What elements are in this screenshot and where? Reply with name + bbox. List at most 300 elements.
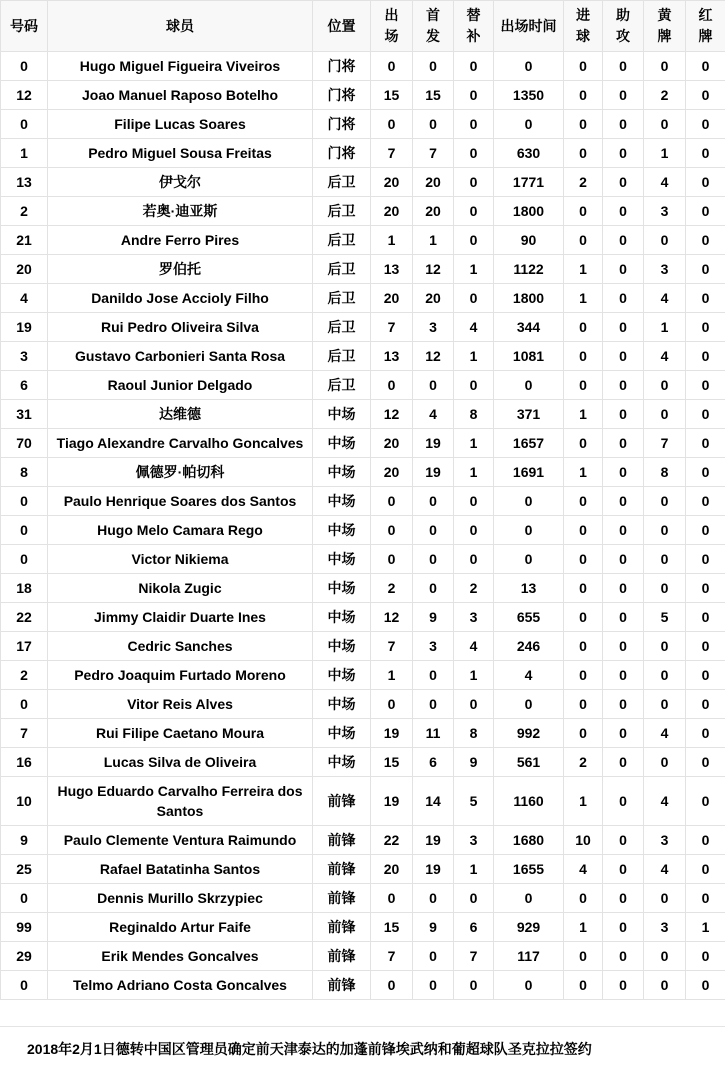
cell-assists: 0 xyxy=(603,516,644,545)
cell-minutes: 0 xyxy=(494,516,564,545)
cell-assists: 0 xyxy=(603,284,644,313)
table-row xyxy=(1,458,725,487)
cell-position: 前锋 xyxy=(313,855,371,884)
cell-number: 18 xyxy=(1,574,48,603)
cell-appearances: 20 xyxy=(371,429,413,458)
cell-yellow-cards: 4 xyxy=(644,855,686,884)
cell-starts: 4 xyxy=(413,400,454,429)
cell-starts: 0 xyxy=(413,661,454,690)
cell-number: 25 xyxy=(1,855,48,884)
table-row xyxy=(1,313,725,342)
cell-starts: 20 xyxy=(413,168,454,197)
cell-appearances: 1 xyxy=(371,226,413,255)
cell-red-cards: 0 xyxy=(686,342,725,371)
cell-yellow-cards: 0 xyxy=(644,516,686,545)
cell-substitute: 0 xyxy=(454,81,494,110)
cell-number: 13 xyxy=(1,168,48,197)
cell-player: 若奥·迪亚斯 xyxy=(48,197,313,226)
cell-player: Filipe Lucas Soares xyxy=(48,110,313,139)
cell-assists: 0 xyxy=(603,168,644,197)
cell-goals: 0 xyxy=(564,371,603,400)
cell-red-cards: 0 xyxy=(686,748,725,777)
cell-yellow-cards: 0 xyxy=(644,942,686,971)
cell-starts: 6 xyxy=(413,748,454,777)
cell-red-cards: 0 xyxy=(686,690,725,719)
cell-substitute: 1 xyxy=(454,429,494,458)
cell-number: 1 xyxy=(1,139,48,168)
cell-assists: 0 xyxy=(603,371,644,400)
cell-goals: 1 xyxy=(564,255,603,284)
cell-red-cards: 0 xyxy=(686,139,725,168)
cell-minutes: 1680 xyxy=(494,826,564,855)
cell-minutes: 0 xyxy=(494,884,564,913)
cell-assists: 0 xyxy=(603,942,644,971)
cell-appearances: 7 xyxy=(371,313,413,342)
cell-red-cards: 0 xyxy=(686,429,725,458)
cell-red-cards: 0 xyxy=(686,661,725,690)
table-row xyxy=(1,284,725,313)
cell-player: Pedro Joaquim Furtado Moreno xyxy=(48,661,313,690)
cell-appearances: 2 xyxy=(371,574,413,603)
cell-player: Tiago Alexandre Carvalho Goncalves xyxy=(48,429,313,458)
table-row xyxy=(1,168,725,197)
cell-goals: 0 xyxy=(564,661,603,690)
cell-player: 罗伯托 xyxy=(48,255,313,284)
cell-red-cards: 0 xyxy=(686,52,725,81)
cell-position: 前锋 xyxy=(313,942,371,971)
cell-red-cards: 0 xyxy=(686,110,725,139)
cell-red-cards: 0 xyxy=(686,197,725,226)
cell-goals: 0 xyxy=(564,226,603,255)
cell-number: 0 xyxy=(1,545,48,574)
cell-red-cards: 0 xyxy=(686,826,725,855)
cell-assists: 0 xyxy=(603,603,644,632)
cell-number: 0 xyxy=(1,110,48,139)
table-row xyxy=(1,748,725,777)
cell-number: 10 xyxy=(1,777,48,826)
cell-substitute: 0 xyxy=(454,690,494,719)
cell-starts: 0 xyxy=(413,574,454,603)
cell-starts: 19 xyxy=(413,429,454,458)
cell-position: 后卫 xyxy=(313,313,371,342)
cell-minutes: 0 xyxy=(494,110,564,139)
column-header-assists: 助攻 xyxy=(603,1,644,52)
cell-starts: 0 xyxy=(413,371,454,400)
cell-player: Victor Nikiema xyxy=(48,545,313,574)
cell-red-cards: 0 xyxy=(686,545,725,574)
table-row xyxy=(1,632,725,661)
cell-number: 0 xyxy=(1,690,48,719)
cell-assists: 0 xyxy=(603,632,644,661)
cell-starts: 0 xyxy=(413,110,454,139)
cell-position: 后卫 xyxy=(313,226,371,255)
cell-minutes: 0 xyxy=(494,545,564,574)
cell-substitute: 1 xyxy=(454,255,494,284)
cell-starts: 0 xyxy=(413,52,454,81)
cell-appearances: 0 xyxy=(371,110,413,139)
table-row xyxy=(1,371,725,400)
cell-number: 20 xyxy=(1,255,48,284)
cell-yellow-cards: 0 xyxy=(644,884,686,913)
cell-position: 中场 xyxy=(313,487,371,516)
cell-starts: 20 xyxy=(413,197,454,226)
cell-player: Reginaldo Artur Faife xyxy=(48,913,313,942)
cell-goals: 0 xyxy=(564,342,603,371)
cell-appearances: 20 xyxy=(371,855,413,884)
cell-number: 17 xyxy=(1,632,48,661)
cell-minutes: 0 xyxy=(494,371,564,400)
cell-player: Rui Filipe Caetano Moura xyxy=(48,719,313,748)
cell-number: 29 xyxy=(1,942,48,971)
cell-goals: 0 xyxy=(564,942,603,971)
cell-yellow-cards: 3 xyxy=(644,913,686,942)
cell-yellow-cards: 3 xyxy=(644,826,686,855)
cell-red-cards: 0 xyxy=(686,168,725,197)
cell-yellow-cards: 0 xyxy=(644,574,686,603)
cell-yellow-cards: 0 xyxy=(644,971,686,1000)
cell-appearances: 20 xyxy=(371,284,413,313)
cell-position: 中场 xyxy=(313,661,371,690)
cell-goals: 0 xyxy=(564,545,603,574)
cell-player: Jimmy Claidir Duarte Ines xyxy=(48,603,313,632)
cell-minutes: 630 xyxy=(494,139,564,168)
table-row xyxy=(1,942,725,971)
cell-substitute: 9 xyxy=(454,748,494,777)
cell-substitute: 1 xyxy=(454,458,494,487)
cell-number: 0 xyxy=(1,516,48,545)
cell-player: Erik Mendes Goncalves xyxy=(48,942,313,971)
cell-minutes: 1655 xyxy=(494,855,564,884)
cell-goals: 0 xyxy=(564,632,603,661)
cell-yellow-cards: 0 xyxy=(644,661,686,690)
table-row xyxy=(1,226,725,255)
cell-yellow-cards: 0 xyxy=(644,487,686,516)
cell-red-cards: 1 xyxy=(686,913,725,942)
cell-starts: 3 xyxy=(413,632,454,661)
column-header-red-cards: 红牌 xyxy=(686,1,725,52)
column-header-player: 球员 xyxy=(48,1,313,52)
cell-position: 前锋 xyxy=(313,777,371,826)
cell-goals: 0 xyxy=(564,429,603,458)
cell-appearances: 19 xyxy=(371,719,413,748)
cell-goals: 0 xyxy=(564,81,603,110)
cell-minutes: 0 xyxy=(494,690,564,719)
cell-appearances: 0 xyxy=(371,884,413,913)
cell-position: 中场 xyxy=(313,574,371,603)
cell-substitute: 0 xyxy=(454,226,494,255)
cell-starts: 0 xyxy=(413,942,454,971)
cell-appearances: 15 xyxy=(371,81,413,110)
cell-number: 6 xyxy=(1,371,48,400)
cell-assists: 0 xyxy=(603,255,644,284)
cell-red-cards: 0 xyxy=(686,400,725,429)
cell-substitute: 8 xyxy=(454,400,494,429)
cell-minutes: 344 xyxy=(494,313,564,342)
cell-position: 后卫 xyxy=(313,371,371,400)
cell-yellow-cards: 0 xyxy=(644,110,686,139)
cell-starts: 19 xyxy=(413,826,454,855)
table-row xyxy=(1,139,725,168)
cell-goals: 2 xyxy=(564,168,603,197)
cell-substitute: 4 xyxy=(454,632,494,661)
cell-starts: 0 xyxy=(413,884,454,913)
cell-assists: 0 xyxy=(603,855,644,884)
cell-appearances: 20 xyxy=(371,458,413,487)
table-row xyxy=(1,913,725,942)
table-row xyxy=(1,52,725,81)
cell-goals: 0 xyxy=(564,197,603,226)
cell-yellow-cards: 0 xyxy=(644,371,686,400)
cell-goals: 1 xyxy=(564,284,603,313)
cell-appearances: 13 xyxy=(371,342,413,371)
cell-position: 门将 xyxy=(313,139,371,168)
cell-goals: 0 xyxy=(564,574,603,603)
cell-number: 3 xyxy=(1,342,48,371)
cell-substitute: 0 xyxy=(454,168,494,197)
cell-assists: 0 xyxy=(603,545,644,574)
cell-yellow-cards: 1 xyxy=(644,139,686,168)
cell-position: 前锋 xyxy=(313,913,371,942)
cell-minutes: 246 xyxy=(494,632,564,661)
table-row xyxy=(1,574,725,603)
cell-red-cards: 0 xyxy=(686,603,725,632)
cell-assists: 0 xyxy=(603,826,644,855)
cell-player: Andre Ferro Pires xyxy=(48,226,313,255)
cell-appearances: 7 xyxy=(371,139,413,168)
cell-goals: 0 xyxy=(564,971,603,1000)
cell-assists: 0 xyxy=(603,52,644,81)
cell-number: 31 xyxy=(1,400,48,429)
cell-red-cards: 0 xyxy=(686,632,725,661)
cell-number: 0 xyxy=(1,971,48,1000)
cell-position: 门将 xyxy=(313,110,371,139)
table-row xyxy=(1,487,725,516)
cell-position: 中场 xyxy=(313,545,371,574)
table-row xyxy=(1,971,725,1000)
cell-player: Rafael Batatinha Santos xyxy=(48,855,313,884)
cell-minutes: 1691 xyxy=(494,458,564,487)
cell-player: Hugo Miguel Figueira Viveiros xyxy=(48,52,313,81)
cell-number: 0 xyxy=(1,52,48,81)
cell-position: 前锋 xyxy=(313,884,371,913)
cell-substitute: 8 xyxy=(454,719,494,748)
cell-minutes: 1350 xyxy=(494,81,564,110)
cell-minutes: 1657 xyxy=(494,429,564,458)
cell-yellow-cards: 5 xyxy=(644,603,686,632)
cell-player: Joao Manuel Raposo Botelho xyxy=(48,81,313,110)
cell-appearances: 0 xyxy=(371,545,413,574)
cell-starts: 1 xyxy=(413,226,454,255)
cell-player: 伊戈尔 xyxy=(48,168,313,197)
cell-appearances: 12 xyxy=(371,400,413,429)
cell-yellow-cards: 3 xyxy=(644,255,686,284)
cell-red-cards: 0 xyxy=(686,458,725,487)
cell-minutes: 0 xyxy=(494,971,564,1000)
cell-yellow-cards: 4 xyxy=(644,719,686,748)
cell-yellow-cards: 0 xyxy=(644,632,686,661)
cell-substitute: 0 xyxy=(454,139,494,168)
cell-appearances: 15 xyxy=(371,748,413,777)
cell-number: 0 xyxy=(1,487,48,516)
cell-appearances: 22 xyxy=(371,826,413,855)
cell-starts: 14 xyxy=(413,777,454,826)
cell-number: 2 xyxy=(1,661,48,690)
cell-assists: 0 xyxy=(603,429,644,458)
cell-goals: 4 xyxy=(564,855,603,884)
cell-number: 16 xyxy=(1,748,48,777)
cell-starts: 3 xyxy=(413,313,454,342)
cell-goals: 0 xyxy=(564,690,603,719)
cell-assists: 0 xyxy=(603,139,644,168)
cell-number: 22 xyxy=(1,603,48,632)
cell-goals: 0 xyxy=(564,516,603,545)
cell-number: 12 xyxy=(1,81,48,110)
column-header-starts: 首发 xyxy=(413,1,454,52)
cell-goals: 0 xyxy=(564,313,603,342)
cell-assists: 0 xyxy=(603,748,644,777)
cell-player: Gustavo Carbonieri Santa Rosa xyxy=(48,342,313,371)
cell-minutes: 1160 xyxy=(494,777,564,826)
cell-player: Lucas Silva de Oliveira xyxy=(48,748,313,777)
column-header-goals: 进球 xyxy=(564,1,603,52)
cell-red-cards: 0 xyxy=(686,777,725,826)
cell-minutes: 371 xyxy=(494,400,564,429)
cell-player: Telmo Adriano Costa Goncalves xyxy=(48,971,313,1000)
cell-player: Danildo Jose Accioly Filho xyxy=(48,284,313,313)
table-row xyxy=(1,81,725,110)
cell-red-cards: 0 xyxy=(686,255,725,284)
cell-assists: 0 xyxy=(603,913,644,942)
cell-appearances: 12 xyxy=(371,603,413,632)
cell-red-cards: 0 xyxy=(686,855,725,884)
cell-goals: 2 xyxy=(564,748,603,777)
cell-starts: 12 xyxy=(413,255,454,284)
table-row xyxy=(1,255,725,284)
cell-starts: 0 xyxy=(413,545,454,574)
cell-assists: 0 xyxy=(603,342,644,371)
cell-position: 中场 xyxy=(313,719,371,748)
cell-starts: 9 xyxy=(413,603,454,632)
cell-player: Nikola Zugic xyxy=(48,574,313,603)
cell-player: 佩德罗·帕切科 xyxy=(48,458,313,487)
cell-starts: 7 xyxy=(413,139,454,168)
cell-goals: 0 xyxy=(564,487,603,516)
cell-red-cards: 0 xyxy=(686,719,725,748)
cell-position: 后卫 xyxy=(313,284,371,313)
column-header-substitute: 替补 xyxy=(454,1,494,52)
cell-assists: 0 xyxy=(603,661,644,690)
cell-goals: 1 xyxy=(564,400,603,429)
cell-red-cards: 0 xyxy=(686,942,725,971)
cell-player: 达维德 xyxy=(48,400,313,429)
cell-minutes: 1800 xyxy=(494,197,564,226)
cell-red-cards: 0 xyxy=(686,516,725,545)
table-row xyxy=(1,690,725,719)
cell-number: 0 xyxy=(1,884,48,913)
cell-number: 19 xyxy=(1,313,48,342)
table-row xyxy=(1,429,725,458)
cell-substitute: 1 xyxy=(454,855,494,884)
cell-substitute: 0 xyxy=(454,971,494,1000)
cell-starts: 0 xyxy=(413,487,454,516)
cell-minutes: 0 xyxy=(494,487,564,516)
cell-minutes: 1122 xyxy=(494,255,564,284)
table-row xyxy=(1,719,725,748)
cell-player: Paulo Clemente Ventura Raimundo xyxy=(48,826,313,855)
column-header-number: 号码 xyxy=(1,1,48,52)
cell-assists: 0 xyxy=(603,458,644,487)
cell-minutes: 117 xyxy=(494,942,564,971)
cell-minutes: 929 xyxy=(494,913,564,942)
cell-assists: 0 xyxy=(603,197,644,226)
cell-assists: 0 xyxy=(603,971,644,1000)
cell-starts: 0 xyxy=(413,690,454,719)
cell-position: 中场 xyxy=(313,690,371,719)
cell-yellow-cards: 2 xyxy=(644,81,686,110)
cell-number: 9 xyxy=(1,826,48,855)
cell-substitute: 0 xyxy=(454,516,494,545)
cell-starts: 15 xyxy=(413,81,454,110)
cell-appearances: 13 xyxy=(371,255,413,284)
column-header-position: 位置 xyxy=(313,1,371,52)
table-body xyxy=(1,52,725,1000)
cell-substitute: 1 xyxy=(454,342,494,371)
cell-number: 21 xyxy=(1,226,48,255)
cell-yellow-cards: 1 xyxy=(644,313,686,342)
cell-starts: 9 xyxy=(413,913,454,942)
cell-position: 门将 xyxy=(313,81,371,110)
cell-goals: 0 xyxy=(564,719,603,748)
cell-goals: 1 xyxy=(564,777,603,826)
cell-assists: 0 xyxy=(603,226,644,255)
cell-position: 前锋 xyxy=(313,826,371,855)
cell-appearances: 0 xyxy=(371,516,413,545)
cell-starts: 20 xyxy=(413,284,454,313)
cell-goals: 0 xyxy=(564,603,603,632)
cell-yellow-cards: 0 xyxy=(644,690,686,719)
cell-position: 中场 xyxy=(313,748,371,777)
cell-position: 中场 xyxy=(313,400,371,429)
cell-substitute: 0 xyxy=(454,371,494,400)
cell-number: 4 xyxy=(1,284,48,313)
cell-starts: 0 xyxy=(413,516,454,545)
cell-minutes: 992 xyxy=(494,719,564,748)
table-row xyxy=(1,400,725,429)
header-row xyxy=(1,1,725,52)
table-row xyxy=(1,603,725,632)
cell-appearances: 0 xyxy=(371,487,413,516)
cell-appearances: 15 xyxy=(371,913,413,942)
cell-goals: 1 xyxy=(564,458,603,487)
cell-position: 后卫 xyxy=(313,342,371,371)
cell-assists: 0 xyxy=(603,690,644,719)
cell-minutes: 1800 xyxy=(494,284,564,313)
cell-substitute: 0 xyxy=(454,197,494,226)
cell-goals: 1 xyxy=(564,913,603,942)
cell-substitute: 0 xyxy=(454,487,494,516)
cell-substitute: 7 xyxy=(454,942,494,971)
cell-player: Cedric Sanches xyxy=(48,632,313,661)
cell-minutes: 90 xyxy=(494,226,564,255)
cell-assists: 0 xyxy=(603,400,644,429)
cell-yellow-cards: 4 xyxy=(644,777,686,826)
cell-red-cards: 0 xyxy=(686,81,725,110)
cell-appearances: 7 xyxy=(371,632,413,661)
cell-substitute: 0 xyxy=(454,52,494,81)
cell-goals: 0 xyxy=(564,52,603,81)
cell-number: 8 xyxy=(1,458,48,487)
table-row xyxy=(1,545,725,574)
